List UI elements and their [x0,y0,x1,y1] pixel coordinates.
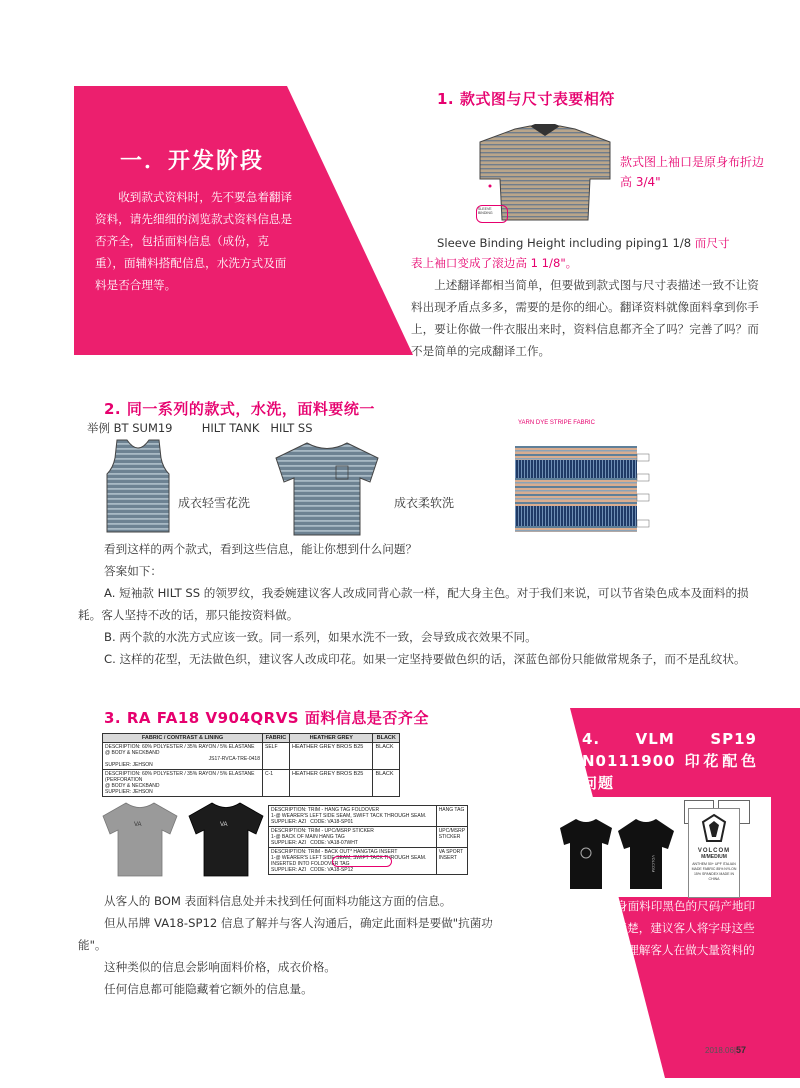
th-black: BLACK [373,734,400,743]
table-row: DESCRIPTION: TRIM - HANG TAG FOLDOVER 1-@ WEARER'S LEFT SIDE SEAM, SWIFT TACK THROUGH SEAM. SUPPLIER: AZI CODE: VA18-SP01 HANG TAG [269,806,468,827]
volcom-stone-icon [699,813,729,843]
page-footer: 2018.06|57 [705,1045,747,1055]
section-2-answer-a: A. 短袖款 HILT SS 的领罗纹，我委婉建议客人改成同背心款一样，配大身主色。对于我们来说，可以节省染色成本及面料的损耗。客人坚持不改的话，那只能按资料做。 [78,586,749,622]
sleeve-callout-text: 款式图上袖口是原身布折边高 3/4" [620,155,765,189]
svg-text:VA: VA [134,822,142,828]
table-row: DESCRIPTION: 60% POLYESTER / 35% RAYON / 5% ELASTANE @ BODY & NECKBAND JS17-RVCA-TRE-0418 SUPPLIER: JEHSON SELF HEATHER GREY BROS B25 BLACK [103,743,400,770]
insert-highlight-circle [332,856,392,867]
sleeve-callout-circle: SLEEVE BINDING [476,205,508,223]
tank-top-drawing [103,438,173,534]
table-row: DESCRIPTION: TRIM - BACK OUT* HANGTAG INSERT 1-@ WEARER'S LEFT SIDE SEAM, SWIFT TACK THROUGH SEAM. INSERTED INTO FOLDOVER TAG SUPPLIER: AZI CODE: VA18-SP12 VA SPORT INSERT [269,848,468,875]
label-size: M/MEDIUM [701,854,727,860]
section-2-answer-intro: 答案如下： [104,564,162,578]
sleeve-cn-a: 而尺寸 [694,236,730,250]
tshirt-drawing [272,440,382,538]
fabric-spec-table [102,733,400,797]
footer-date: 2018.06 [705,1046,734,1055]
grey-tee-drawing [100,800,180,878]
tshirt-wash-label: 成衣柔软洗 [394,496,455,510]
section-3-p3: 这种类似的信息会影响面料价格，成衣价格。 [104,960,336,974]
section-2-example: 举例 BT SUM19 HILT TANK HILT SS [87,421,313,435]
care-label [688,808,740,898]
tank-wash-label: 成衣轻雪花洗 [178,496,251,510]
section-3-heading: 3. RA FA18 V904QRVS 面料信息是否齐全 [104,709,429,727]
th-heather-grey: HEATHER GREY [290,734,373,743]
label-brand: VOLCOM [697,848,731,854]
section-3-p2: 但从吊牌 VA18-SP12 信息了解并与客人沟通后，确定此面料是要做"抗菌功能"。 [78,916,493,952]
section-2-heading: 2. 同一系列的款式，水洗，面料要统一 [104,400,375,418]
section1-text: 收到款式资料时，先不要急着翻译资料，请先细细的浏览款式资料信息是否齐全，包括面料信息（成份，克重），面辅料搭配信息，水洗方式及面料是否合理等。 [95,190,293,292]
table-row: DESCRIPTION: TRIM - UPC/MSRP STICKER 1-@ BACK OF MAIN HANG TAG SUPPLIER: AZI CODE: VA18-07WHT UPC/MSRP STICKER [269,827,468,848]
footer-page: 57 [736,1045,747,1055]
section-2-answer-b: B. 两个款的水洗方式应该一致。同一系列，如果水洗不一致，会导致成衣效果不同。 [104,630,537,644]
th-fabric: FABRIC [263,734,290,743]
rash-guard-drawings [558,815,678,893]
section-3-p1: 从客人的 BOM 表面料信息处并未找到任何面料功能这方面的信息。 [104,894,452,908]
svg-text:VOLCOM: VOLCOM [651,855,656,873]
black-tee-drawing [186,800,266,878]
section-4-heading: 4. VLM SP19 N0111900 印花配色问题 [582,730,757,792]
section-1-para: 上述翻译都相当简单，但要做到款式图与尺寸表描述一致不让资料出现矛盾点多多，需要的是你的细心。翻译资料就像面料拿到你手上，要让你做一件衣服出来时，资料信息都齐全了吗？完善了吗？而不是简单的完成翻译工作。 [411,278,759,358]
label-lines: ANTHEM 50+ UPF ITALIAN MADE FABRIC 85% NYLON 15% SPANDEX MADE IN CHINA [691,862,737,881]
fabric-label: YARN DYE STRIPE FABRIC [518,420,595,426]
svg-text:VA: VA [220,822,228,828]
table-row: DESCRIPTION: 60% POLYESTER / 35% RAYON / 5% ELASTANE (PERFORATION @ BODY & NECKBAND SUPPLIER: JEHSON C-1 HEATHER GREY BROS B25 BLACK [103,770,400,797]
section-1-heading: 1. 款式图与尺寸表要相符 [437,90,615,108]
sleeve-cn-b: 表上袖口变成了滚边高 1 1/8"。 [411,256,578,270]
section-2-answer-c: C. 这样的花型，无法做色织，建议客人改成印花。如果一定坚持要做色织的话，深蓝色部份只能做常规条子，而不是乱纹状。 [104,652,746,666]
th-fabric-contrast: FABRIC / CONTRAST & LINING [103,734,263,743]
fabric-swatch [515,446,650,532]
section1-title: 一．开发阶段 [120,149,265,174]
sleeve-en-text: Sleeve Binding Height including piping1 1/8 [437,236,692,250]
section-3-p4: 任何信息都可能隐藏着它额外的信息量。 [104,982,313,996]
section-2-question: 看到这样的两个款式，看到这些信息，能让你想到什么问题？ [104,542,418,556]
section-4-text: 黑色底的大身面料印黑色的尺码产地印花，这成份和产地无法看清楚，建议客人将字母这些内容全都改成白色，同时要理解客人在做大量资料的时候没有那么面面俱到。 [488,899,756,979]
